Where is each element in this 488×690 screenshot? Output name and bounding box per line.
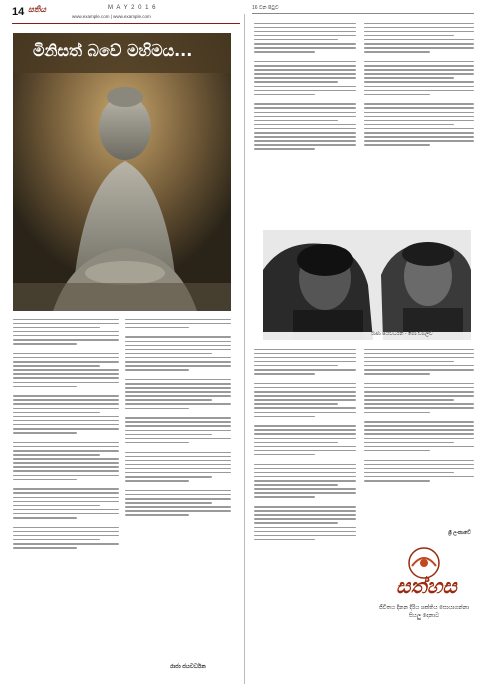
portrait-photo bbox=[263, 230, 471, 340]
issue-date: M A Y 2 0 1 6 bbox=[108, 5, 157, 11]
column-separator bbox=[244, 14, 245, 684]
website: www.example.com | www.example.com bbox=[72, 14, 151, 19]
ad-logo: සත්හස bbox=[396, 576, 457, 598]
paper-logo: සතිය bbox=[28, 5, 46, 14]
body-column-1 bbox=[13, 316, 119, 676]
body-column-5 bbox=[254, 346, 356, 676]
body-column-4 bbox=[364, 20, 474, 225]
body-column-6 bbox=[364, 346, 474, 536]
buddha-photo bbox=[13, 33, 231, 311]
header-rule-right bbox=[252, 13, 474, 14]
article-title: මිනිසත් බවේ මහිමය... bbox=[33, 41, 193, 60]
ad-emblem-icon bbox=[394, 546, 454, 580]
ad-tagline: ජීවිතය දිනන දිරිය ශක්තිය සොයාගන්නා සියලු දෙනාට bbox=[378, 605, 470, 619]
body-column-3 bbox=[254, 20, 356, 225]
photo-caption: රාජා ජයවර්ධන - ගෝ ඩබ්ලිව් bbox=[371, 331, 433, 337]
article-author: රාජා ජයවර්ධන bbox=[170, 664, 206, 670]
body-column-2 bbox=[125, 316, 231, 658]
continued-note: ශ්‍රී ලංකාවේ bbox=[448, 530, 471, 536]
page-number: 14 bbox=[12, 6, 25, 18]
page-date: 16 වන පිටුව bbox=[252, 5, 279, 11]
advertisement bbox=[372, 546, 476, 638]
header-rule bbox=[12, 23, 240, 24]
